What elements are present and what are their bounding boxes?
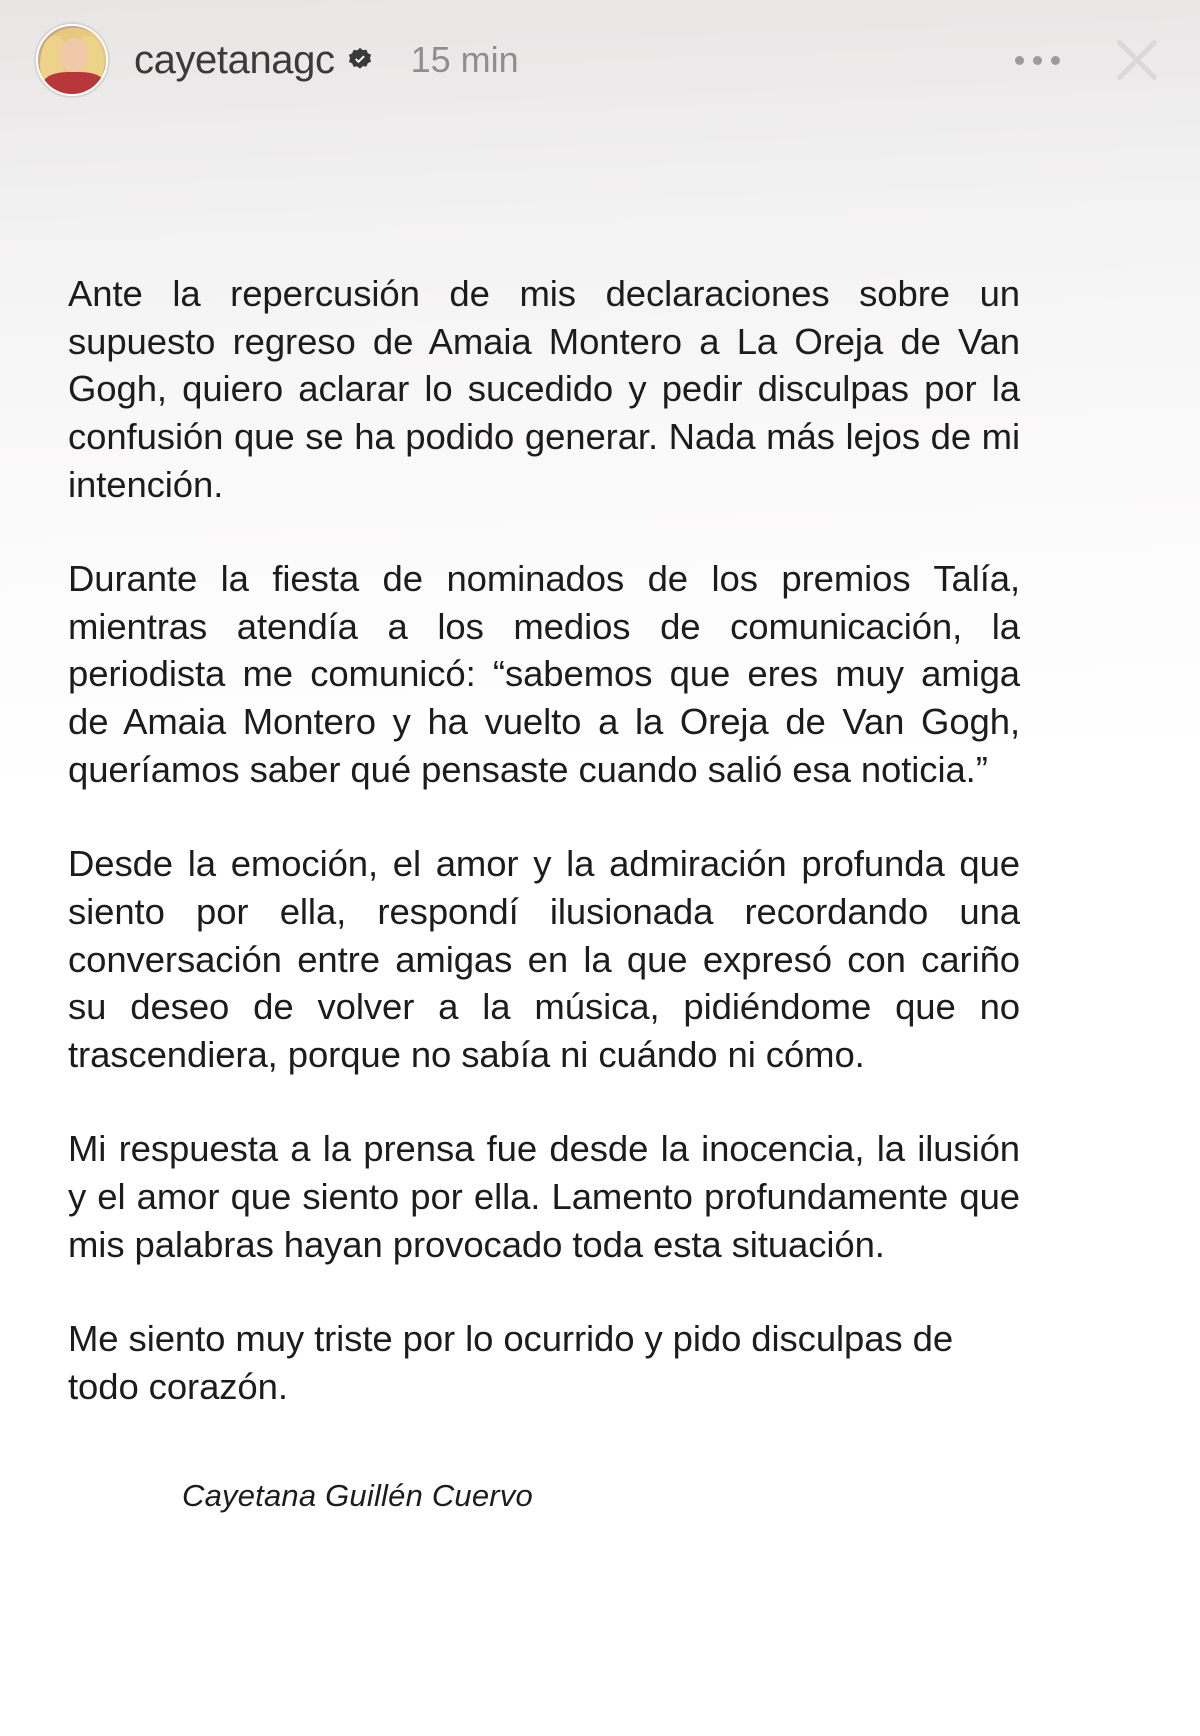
account-info[interactable] bbox=[134, 40, 519, 80]
signature-label: Cayetana Guillén Cuervo bbox=[182, 1478, 533, 1513]
statement-paragraph: Mi respuesta a la prensa fue desde la inocencia, la ilusión y el amor que siento por ella. Lamento profundamente que mis palabras hayan provocado toda esta situación. bbox=[68, 1128, 1020, 1265]
statement-paragraph: Ante la repercusión de mis declaraciones sobre un supuesto regreso de Amaia Montero a La Oreja de Van Gogh, quiero aclarar lo sucedido y pedir disculpas por la confusión que se ha podido generar. Nada más lejos de mi intención. bbox=[68, 273, 1020, 505]
statement-text bbox=[68, 270, 1020, 1411]
statement-paragraph: Me siento muy triste por lo ocurrido y pido disculpas de todo corazón. bbox=[68, 1318, 954, 1407]
avatar[interactable] bbox=[34, 22, 110, 98]
close-icon[interactable] bbox=[1110, 33, 1164, 87]
statement-paragraph: Durante la fiesta de nominados de los premios Talía, mientras atendía a los medios de comunicación, la periodista me comunicó: “sabemos que eres muy amiga de Amaia Montero y ha vuelto a la Oreja de Van Gogh, queríamos saber qué pensaste cuando salió esa noticia.” bbox=[68, 558, 1020, 790]
story-timestamp: 15 min bbox=[410, 39, 519, 80]
verified-badge-icon bbox=[347, 47, 373, 73]
avatar-image bbox=[36, 24, 108, 96]
more-options-icon[interactable] bbox=[1009, 50, 1066, 71]
statement-paragraph: Desde la emoción, el amor y la admiración profunda que siento por ella, respondí ilusionada recordando una conversación entre amigas en la que expresó con cariño su deseo de volver a la música, pidiéndome que no trascendiera, porque no sabía ni cuándo ni cómo. bbox=[68, 843, 1020, 1075]
username-label: cayetanagc bbox=[134, 38, 335, 82]
story-header bbox=[0, 0, 1200, 120]
